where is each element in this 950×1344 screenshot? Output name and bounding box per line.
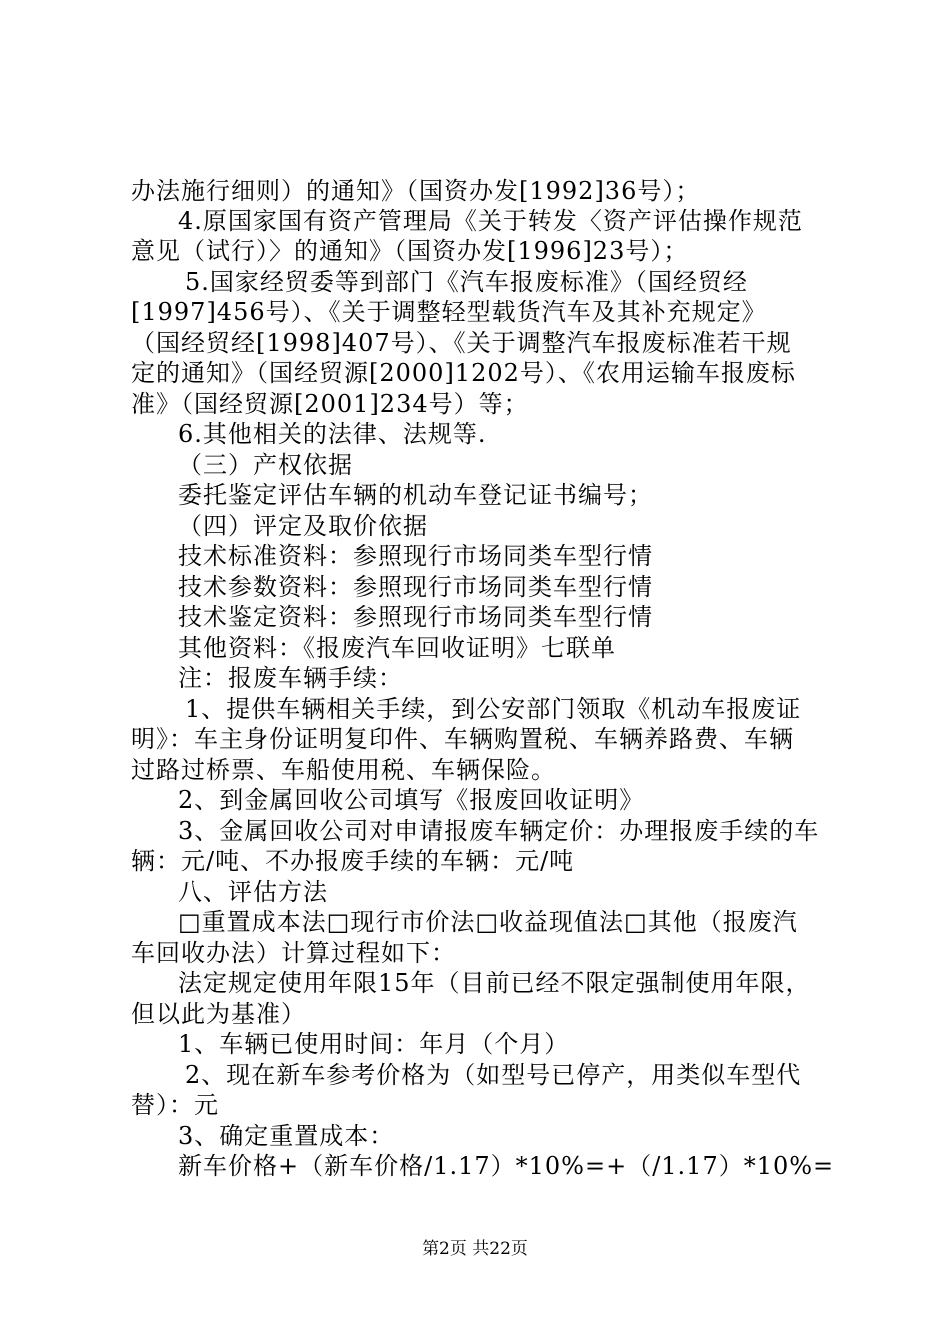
text-line: 3、金属回收公司对申请报废车辆定价：办理报废手续的车 — [178, 817, 820, 845]
text-line: 辆：元/吨、不办报废手续的车辆：元/吨 — [131, 847, 575, 875]
section-heading: （三）产权依据 — [178, 451, 353, 479]
text-line: 1、提供车辆相关手续，到公安部门领取《机动车报废证 — [185, 695, 802, 723]
text-line: 技术参数资料：参照现行市场同类车型行情 — [178, 573, 653, 601]
text-line: [1997]456号）、《关于调整轻型载货汽车及其补充规定》 — [131, 298, 767, 326]
text-line: 5.国家经贸委等到部门《汽车报废标准》（国经贸经 — [185, 268, 748, 296]
text-line: 6.其他相关的法律、法规等. — [178, 420, 487, 448]
text-line: 委托鉴定评估车辆的机动车登记证书编号； — [178, 481, 653, 509]
text-line: 但以此为基准） — [131, 1000, 306, 1028]
text-line: 新车价格+（新车价格/1.17）*10%=+（/1.17）*10%= — [178, 1152, 835, 1180]
text-line: 技术标准资料：参照现行市场同类车型行情 — [178, 542, 653, 570]
page-number-footer: 第2页 共22页 — [422, 1239, 528, 1259]
section-heading: 八、评估方法 — [178, 878, 328, 906]
text-line: 替）：元 — [131, 1091, 219, 1119]
text-line: □重置成本法□现行市价法□收益现值法□其他（报废汽 — [178, 908, 798, 936]
text-line: 明》：车主身份证明复印件、车辆购置税、车辆养路费、车辆 — [131, 725, 794, 753]
text-line: 2、现在新车参考价格为（如型号已停产，用类似车型代 — [185, 1061, 802, 1089]
text-line: 车回收办法）计算过程如下： — [131, 939, 456, 967]
text-line: 2、到金属回收公司填写《报废回收证明》 — [178, 786, 645, 814]
text-line: （国经贸经[1998]407号）、《关于调整汽车报废标准若干规 — [131, 329, 792, 357]
text-line: 法定规定使用年限15年（目前已经不限定强制使用年限， — [178, 969, 811, 997]
text-line: 技术鉴定资料：参照现行市场同类车型行情 — [178, 603, 653, 631]
text-line: 办法施行细则）的通知》（国资办发[1992]36号）； — [131, 177, 701, 205]
text-line: 4.原国家国有资产管理局《关于转发〈资产评估操作规范 — [178, 207, 803, 235]
text-line: 注：报废车辆手续： — [178, 664, 403, 692]
section-heading: （四）评定及取价依据 — [178, 512, 428, 540]
text-line: 准》（国经贸源[2001]234号）等； — [131, 390, 529, 418]
text-line: 1、车辆已使用时间：年月（个月） — [178, 1030, 570, 1058]
text-line: 3、确定重置成本： — [178, 1122, 395, 1150]
text-line: 过路过桥票、车船使用税、车辆保险。 — [131, 756, 556, 784]
text-line: 定的通知》（国经贸源[2000]1202号）、《农用运输车报废标 — [131, 359, 796, 387]
text-line: 其他资料：《报废汽车回收证明》七联单 — [178, 634, 616, 662]
text-line: 意见（试行）〉的通知》（国资办发[1996]23号）； — [131, 237, 689, 265]
